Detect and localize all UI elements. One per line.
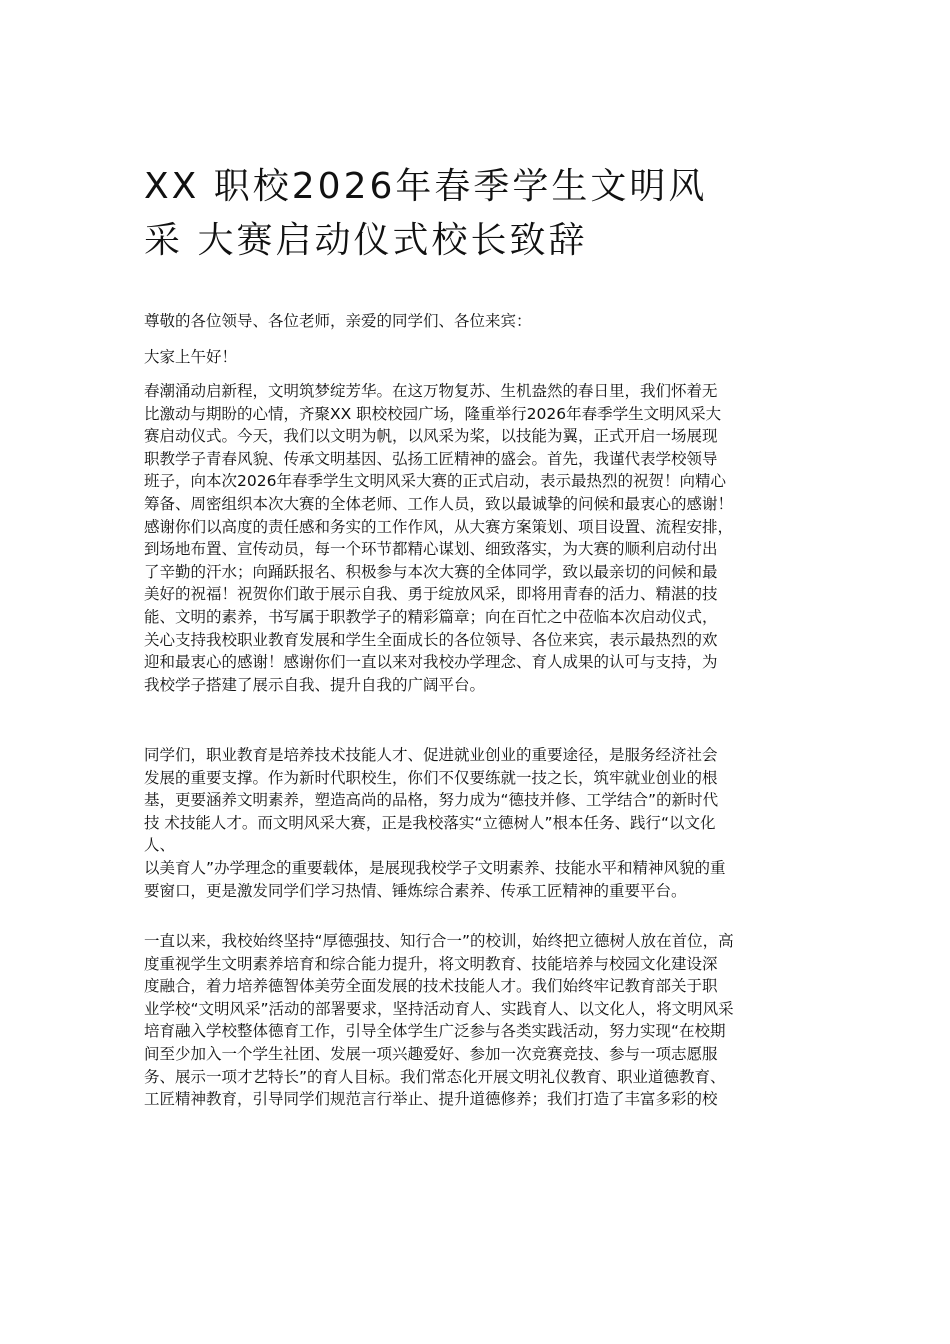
document-title xyxy=(144,160,824,268)
paragraph-line: 要窗口，更是激发同学们学习热情、锤炼综合素养、传承工匠精神的重要平台。 xyxy=(144,881,687,900)
paragraph-line: 赛启动仪式。今天，我们以文明为帆，以风采为桨，以技能为翼，正式开启一场展现 xyxy=(144,427,718,446)
paragraph-line: 培育融入学校整体德育工作，引导全体学生广泛参与各类实践活动，努力实现“在校期 xyxy=(144,1022,726,1041)
paragraph-line: 班子，向本次2026年春季学生文明风采大赛的正式启动，表示最热烈的祝贺！向精心 xyxy=(144,472,726,491)
paragraph-line: 了辛勤的汗水；向踊跃报名、积极参与本次大赛的全体同学，致以最亲切的问候和最 xyxy=(144,562,718,581)
paragraph-line: 度重视学生文明素养培育和综合能力提升，将文明教育、技能培养与校园文化建设深 xyxy=(144,954,718,973)
paragraph-line: 筹备、周密组织本次大赛的全体老师、工作人员，致以最诚挚的问候和最衷心的感谢！ xyxy=(144,494,734,513)
paragraph-line: 到场地布置、宣传动员，每一个环节都精心谋划、细致落实，为大赛的顺利启动付出 xyxy=(144,540,718,559)
paragraph-line: 基，更要涵养文明素养，塑造高尚的品格，努力成为“德技并修、工学结合”的新时代 xyxy=(144,791,719,810)
paragraph-line: 间至少加入一个学生社团、发展一项兴趣爱好、参加一次竞赛竞技、参与一项志愿服 xyxy=(144,1044,718,1063)
paragraph-line: 春潮涌动启新程，文明筑梦绽芳华。在这万物复苏、生机盎然的春日里，我们怀着无 xyxy=(144,382,718,400)
paragraph-2 xyxy=(144,744,834,902)
paragraph-line: 度融合，着力培养德智体美劳全面发展的技术技能人才。我们始终牢记教育部关于职 xyxy=(144,977,718,996)
paragraph-line: 同学们，职业教育是培养技术技能人才、促进就业创业的重要途径，是服务经济社会 xyxy=(144,746,718,764)
paragraph-line: 发展的重要支撑。作为新时代职校生，你们不仅要练就一技之长，筑牢就业创业的根 xyxy=(144,768,718,787)
paragraph-line: 比激动与期盼的心情，齐聚XX 职校校园广场，隆重举行2026年春季学生文明风采大 xyxy=(144,404,722,423)
paragraph-line: 关心支持我校职业教育发展和学生全面成长的各位领导、各位来宾，表示最热烈的欢 xyxy=(144,630,718,649)
paragraph-line: 人、 xyxy=(144,836,176,855)
paragraph-3 xyxy=(144,930,834,1111)
paragraph-line: 业学校“文明风采”活动的部署要求，坚持活动育人、实践育人、以文化人，将文明风采 xyxy=(144,999,734,1018)
paragraph-line: 我校学子搭建了展示自我、提升自我的广阔平台。 xyxy=(144,675,486,694)
paragraph-line: 一直以来，我校始终坚持“厚德强技、知行合一”的校训，始终把立德树人放在首位，高 xyxy=(144,932,734,950)
title-line: 采 大赛启动仪式校长致辞 xyxy=(144,220,588,261)
paragraph-line: 感谢你们以高度的责任感和务实的工作作风，从大赛方案策划、项目设置、流程安排， xyxy=(144,517,734,536)
paragraph-line: 工匠精神教育，引导同学们规范言行举止、提升道德修养；我们打造了丰富多彩的校 xyxy=(144,1090,718,1109)
title-line: XX 职校2026年春季学生文明风 xyxy=(144,166,708,207)
paragraph-1 xyxy=(144,380,834,696)
paragraph-line: 美好的祝福！祝贺你们敢于展示自我、勇于绽放风采，即将用青春的活力、精湛的技 xyxy=(144,585,718,604)
paragraph-line: 迎和最衷心的感谢！感谢你们一直以来对我校办学理念、育人成果的认可与支持，为 xyxy=(144,653,718,672)
paragraph-line: 技 术技能人才。而文明风采大赛，正是我校落实“立德树人”根本任务、践行“以文化 xyxy=(144,813,716,832)
paragraph-line: 务、展示一项才艺特长”的育人目标。我们常态化开展文明礼仪教育、职业道德教育、 xyxy=(144,1067,726,1086)
paragraph-line: 以美育人”办学理念的重要载体，是展现我校学子文明素养、技能水平和精神风貌的重 xyxy=(144,858,726,877)
paragraph-line: 能、文明的素养，书写属于职教学子的精彩篇章；向在百忙之中莅临本次启动仪式， xyxy=(144,607,718,626)
greeting: 大家上午好！ xyxy=(144,348,238,366)
salutation: 尊敬的各位领导、各位老师，亲爱的同学们、各位来宾： xyxy=(144,312,532,330)
paragraph-line: 职教学子青春风貌、传承文明基因、弘扬工匠精神的盛会。首先，我谨代表学校领导 xyxy=(144,449,718,468)
